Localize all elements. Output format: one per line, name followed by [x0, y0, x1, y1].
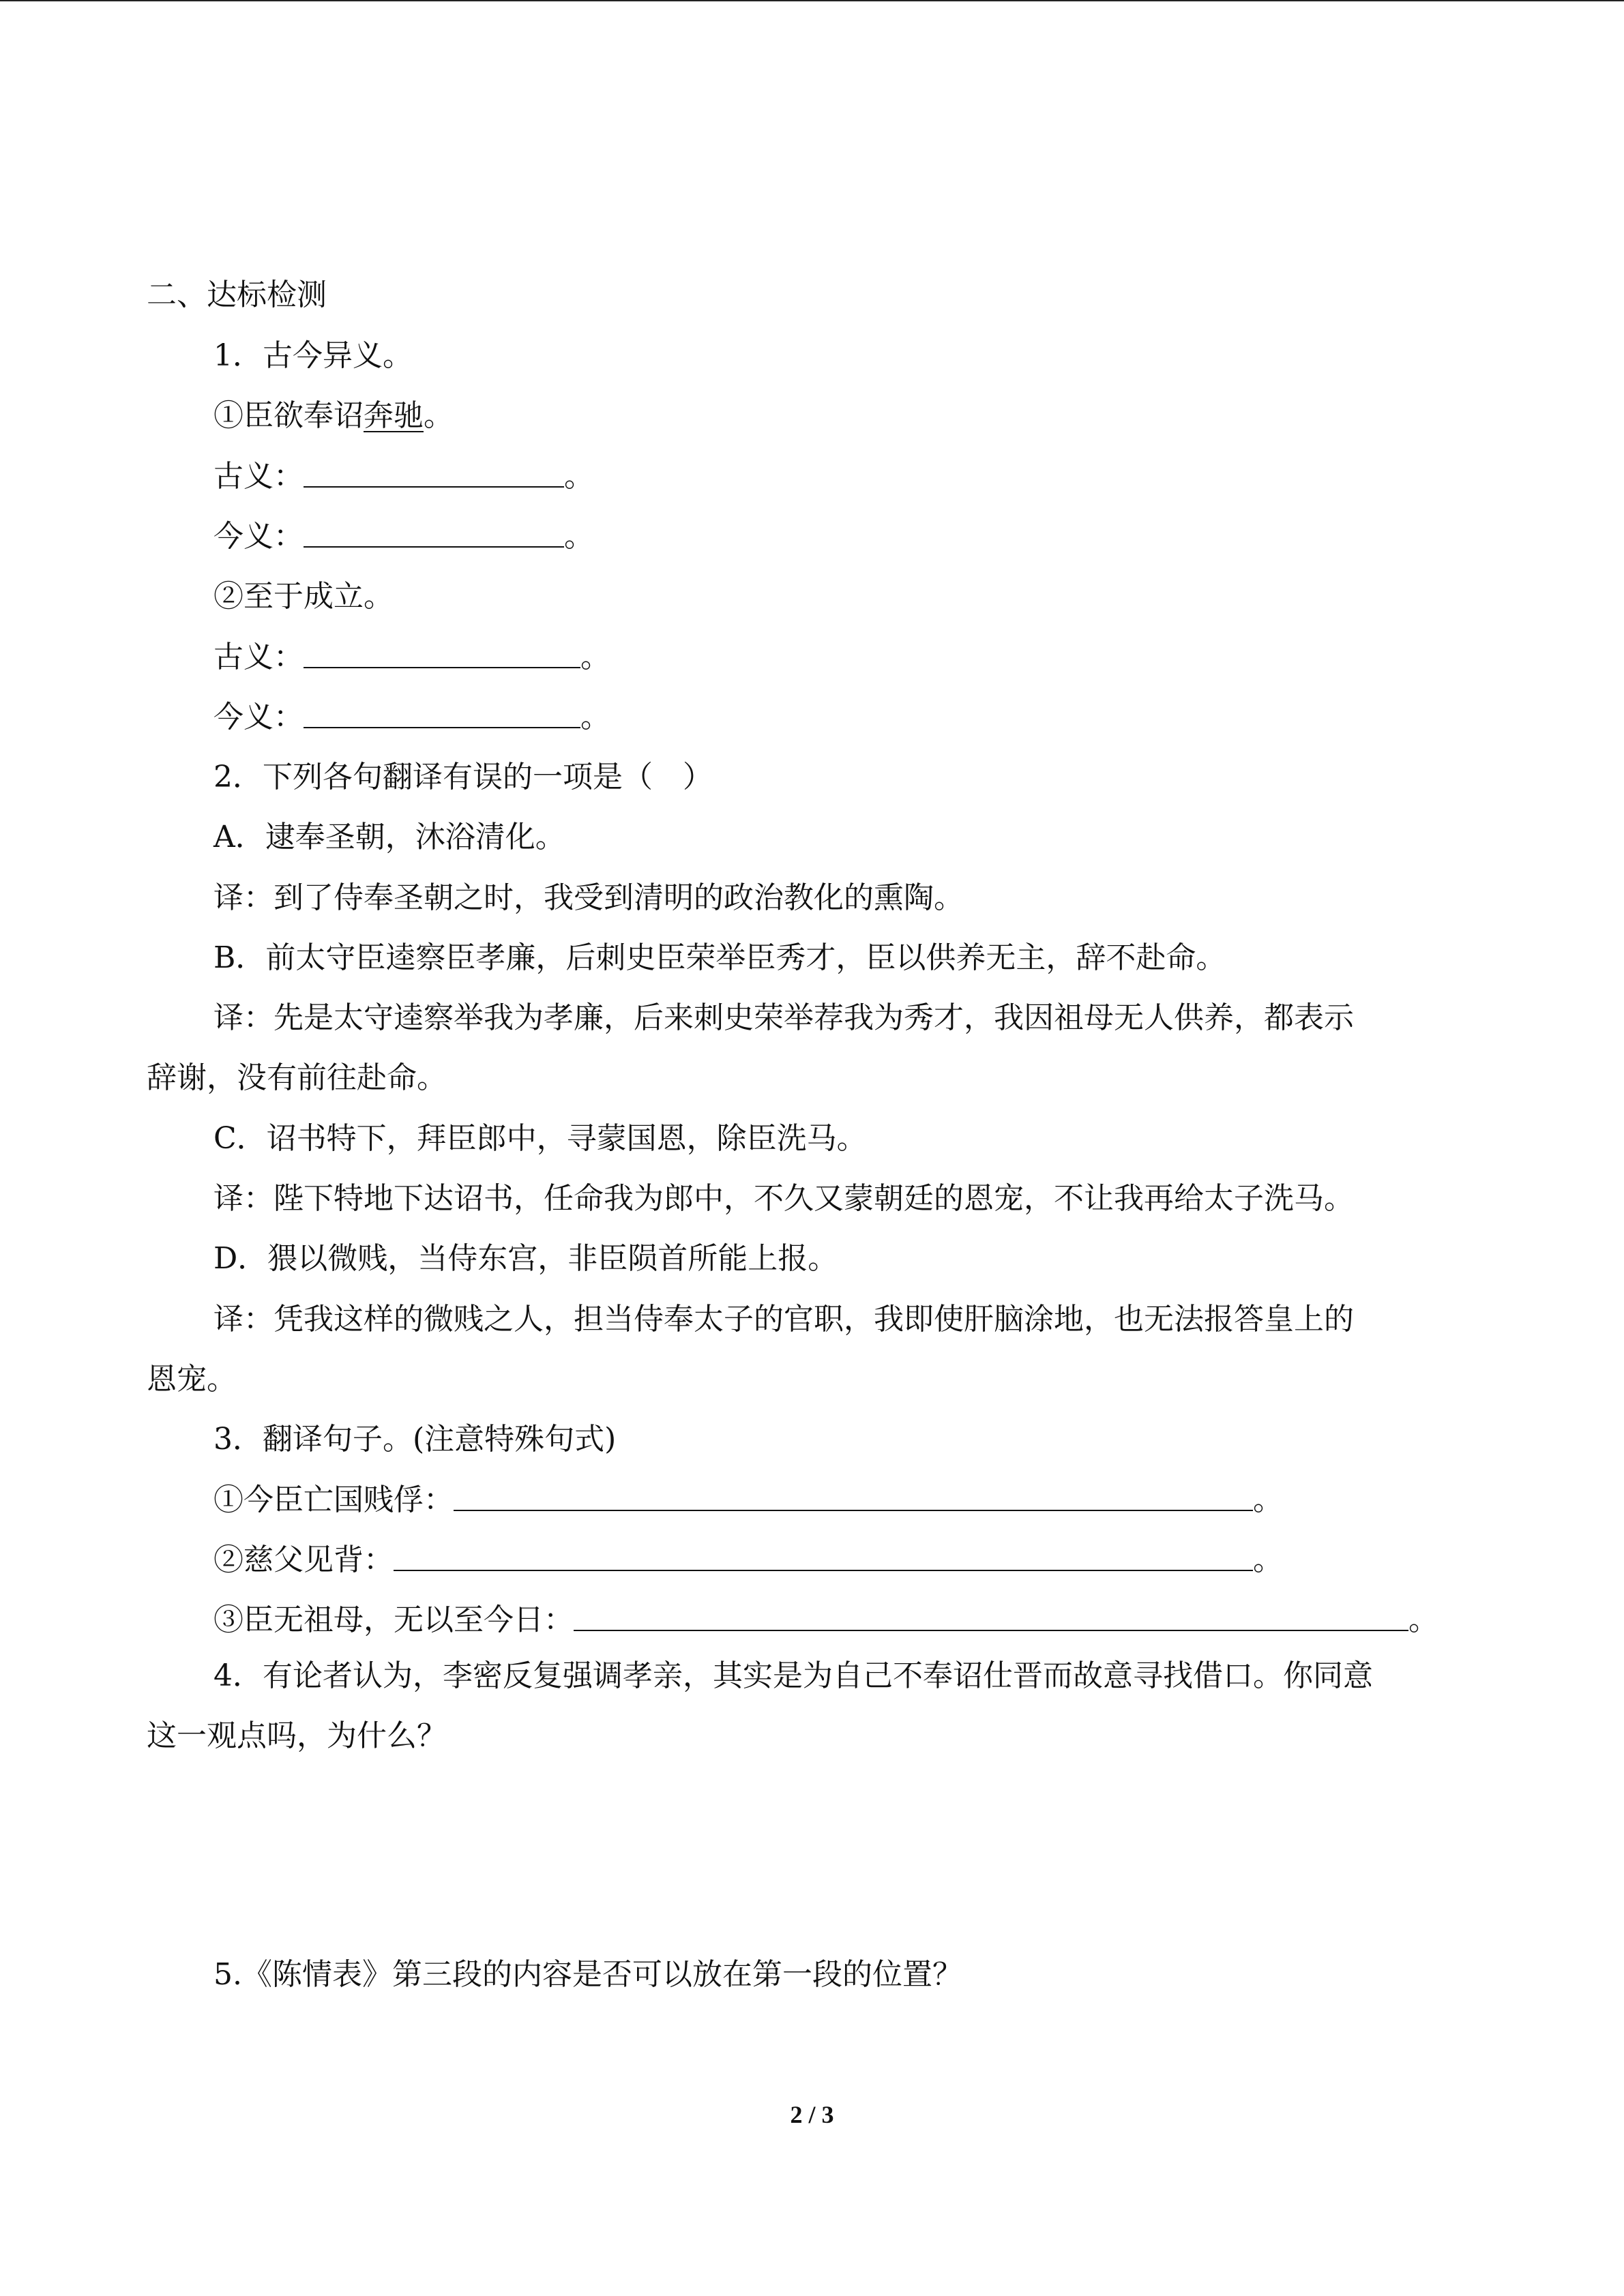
q1-item1 [213, 396, 454, 436]
q3-sentence-3 [213, 1600, 1438, 1641]
q1-item1-modern [213, 516, 594, 557]
q1-item2-modern [213, 697, 610, 738]
end-mark: 。 [1253, 1482, 1283, 1517]
q2-option-d: D．猥以微贱，当侍东宫，非臣陨首所能上报。 [213, 1241, 838, 1276]
q1-item1-term: 奔驰 [364, 398, 424, 433]
q2-option-c-translation: 译：陛下特地下达诏书，任命我为郎中，不久又蒙朝廷的恩宠，不让我再给太子洗马。 [213, 1181, 1354, 1216]
end-mark: 。 [564, 459, 594, 494]
ancient-label: 古义： [213, 640, 304, 674]
q5-text: 5.《陈情表》第三段的内容是否可以放在第一段的位置？ [213, 1957, 962, 1992]
answer-blank[interactable] [304, 456, 564, 488]
q2-option-b-translation: 译：先是太守逵察举我为孝廉，后来刺史荣举荐我为秀才，我因祖母无人供养，都表示 [213, 1000, 1354, 1035]
q2-option-c: C．诏书特下，拜臣郎中，寻蒙国恩，除臣洗马。 [213, 1121, 867, 1156]
q3-sentence-2 [213, 1540, 1283, 1581]
q3-title: 3．翻译句子。(注意特殊句式) [213, 1422, 617, 1457]
q4-text: 4．有论者认为，李密反复强调孝亲，其实是为自己不奉诏仕晋而故意寻找借口。你同意 [213, 1658, 1373, 1693]
q2-option-d-translation-cont: 恩宠。 [147, 1362, 237, 1397]
end-mark: 。 [1253, 1542, 1283, 1577]
q3-sentence-1 [213, 1480, 1283, 1521]
q2-option-d-translation: 译：凭我这样的微贱之人，担当侍奉太子的官职，我即使肝脑涂地，也无法报答皇上的 [213, 1302, 1354, 1337]
q1-item1-prefix: ①臣欲奉诏 [213, 398, 364, 433]
answer-blank[interactable] [454, 1480, 1253, 1511]
end-mark: 。 [1408, 1602, 1438, 1637]
q3-s3-label: ③臣无祖母，无以至今日： [213, 1602, 574, 1637]
q3-s2-label: ②慈父见背： [213, 1542, 394, 1577]
answer-blank[interactable] [574, 1600, 1408, 1631]
q1-item2: ②至于成立。 [213, 579, 394, 614]
answer-blank[interactable] [304, 516, 564, 548]
modern-label: 今义： [213, 700, 304, 734]
answer-blank[interactable] [394, 1540, 1253, 1571]
top-border [0, 0, 1624, 1]
section-title: 二、达标检测 [147, 278, 327, 312]
q1-title: 1．古今异义。 [213, 338, 413, 373]
end-mark: 。 [580, 640, 610, 674]
q2-option-b-translation-cont: 辞谢，没有前往赴命。 [147, 1060, 447, 1095]
q1-item1-ancient [213, 456, 594, 497]
q4-text-cont: 这一观点吗，为什么？ [147, 1718, 447, 1753]
end-mark: 。 [580, 700, 610, 734]
q1-item1-suffix: 。 [424, 398, 454, 433]
modern-label: 今义： [213, 519, 304, 554]
q2-title: 2．下列各句翻译有误的一项是（ ） [213, 760, 713, 794]
answer-blank[interactable] [304, 697, 580, 728]
q3-s1-label: ①今臣亡国贱俘： [213, 1482, 454, 1517]
q2-option-b: B．前太守臣逵察臣孝廉，后刺史臣荣举臣秀才，臣以供养无主，辞不赴命。 [213, 940, 1226, 975]
page-number: 2 / 3 [790, 2101, 834, 2128]
answer-blank[interactable] [304, 637, 580, 668]
q2-option-a-translation: 译：到了侍奉圣朝之时，我受到清明的政治教化的熏陶。 [213, 880, 964, 915]
q1-item2-ancient [213, 637, 610, 678]
q2-option-a: A．逮奉圣朝，沐浴清化。 [213, 820, 565, 854]
ancient-label: 古义： [213, 459, 304, 494]
end-mark: 。 [564, 519, 594, 554]
